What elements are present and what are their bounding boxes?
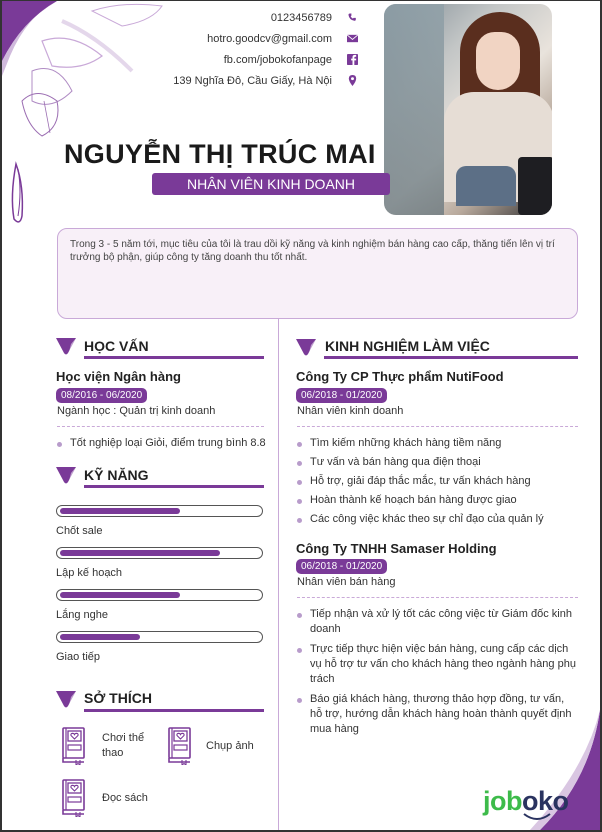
hobby-item: [60, 727, 152, 765]
triangle-bullet-icon: [56, 467, 76, 484]
section-hobbies-header: [56, 691, 84, 709]
floral-corner-decoration-icon: [2, 1, 202, 241]
section-hobbies-title: SỞ THÍCH: [84, 690, 152, 706]
job-duties: [296, 607, 578, 737]
skill-bar: [56, 547, 263, 559]
triangle-bullet-icon: [56, 338, 76, 355]
list-item: Tư vấn và bán hàng qua điện thoại: [296, 455, 578, 470]
skill-bar-fill: [60, 508, 180, 514]
location-pin-icon: [346, 75, 358, 87]
triangle-bullet-icon: [296, 339, 316, 356]
section-experience-title: KINH NGHIỆM LÀM VIỆC: [325, 338, 490, 354]
skill-item: [56, 505, 264, 537]
skill-label: Giao tiếp: [56, 651, 101, 663]
contact-email: [173, 28, 358, 49]
education-school: Học viện Ngân hàng: [56, 369, 181, 384]
email-text: hotro.goodcv@gmail.com: [207, 32, 332, 45]
book-heart-icon: [60, 727, 86, 765]
section-skills-header: [56, 467, 84, 485]
hobby-item: [60, 779, 148, 817]
book-heart-icon: [60, 779, 86, 817]
list-item: Tìm kiếm những khách hàng tiềm năng: [296, 436, 578, 451]
section-experience-header: [296, 339, 324, 357]
job-dates: 06/2018 - 01/2020: [296, 559, 387, 574]
skill-label: Lập kế hoạch: [56, 567, 123, 579]
skill-item: [56, 589, 264, 621]
hobby-label: Đọc sách: [102, 791, 148, 804]
facebook-text: fb.com/jobokofanpage: [223, 53, 332, 66]
section-education-title: HỌC VẤN: [84, 338, 149, 354]
skill-bar-fill: [60, 634, 140, 640]
job-position: Nhân viên kinh doanh: [297, 405, 404, 417]
phone-text: 0123456789: [270, 11, 332, 24]
section-underline: [324, 356, 578, 359]
job-position: Nhân viên bán hàng: [297, 576, 396, 588]
skill-item: [56, 631, 264, 663]
section-underline: [84, 485, 264, 488]
dotted-separator: [297, 597, 578, 598]
skill-item: [56, 547, 264, 579]
candidate-name: NGUYỄN THỊ TRÚC MAI: [64, 139, 376, 169]
list-item: Các công việc khác theo sự chỉ đạo của quản lý: [296, 512, 578, 527]
list-item: Tốt nghiệp loại Giỏi, điểm trung bình 8.8: [56, 436, 271, 451]
dotted-separator: [297, 426, 578, 427]
column-divider: [278, 319, 279, 832]
profile-photo: [384, 4, 552, 215]
section-underline: [84, 356, 264, 359]
skill-bar: [56, 505, 263, 517]
job-duties: [296, 436, 578, 527]
dotted-separator: [57, 426, 264, 427]
list-item: Hoàn thành kế hoạch bán hàng được giao: [296, 493, 578, 508]
skill-label: Lắng nghe: [56, 609, 108, 621]
contact-info: [173, 7, 358, 91]
education-major: Ngành học : Quản trị kinh doanh: [57, 405, 216, 417]
list-item: Báo giá khách hàng, thương thảo hợp đồng, tư vấn, hỗ trợ, hướng dẫn khách hàng hoàn thành quyết định mua hàng: [296, 692, 578, 737]
phone-icon: [346, 12, 358, 24]
skill-bar: [56, 589, 263, 601]
triangle-bullet-icon: [56, 691, 76, 708]
hobby-item: [166, 727, 254, 765]
section-underline: [84, 709, 264, 712]
education-achievements: [56, 436, 271, 451]
job-dates: 06/2018 - 01/2020: [296, 388, 387, 403]
list-item: Trực tiếp thực hiện việc bán hàng, cung cấp các dịch vụ hỗ trợ tư vấn cho khách hàng theo ngành hàng phụ trách: [296, 642, 578, 687]
list-item: Hỗ trợ, giải đáp thắc mắc, tư vấn khách hàng: [296, 474, 578, 489]
job-company: Công Ty CP Thực phẩm NutiFood: [296, 369, 504, 384]
book-heart-icon: [166, 727, 192, 765]
section-skills-title: KỸ NĂNG: [84, 467, 149, 483]
contact-phone: [173, 7, 358, 28]
list-item: Tiếp nhận và xử lý tốt các công việc từ Giám đốc kinh doanh: [296, 607, 578, 637]
education-dates: 08/2016 - 06/2020: [56, 388, 147, 403]
hobby-label: Chụp ảnh: [206, 739, 254, 752]
contact-facebook: [173, 49, 358, 70]
contact-address: [173, 70, 358, 91]
skill-bar: [56, 631, 263, 643]
career-objective: Trong 3 - 5 năm tới, mục tiêu của tôi là trau dồi kỹ năng và kinh nghiệm bán hàng cao cấp, thăng tiến lên vị trí trưởng bộ phận, giúp công ty tăng doanh thu tốt nhất.: [57, 228, 578, 319]
skill-label: Chốt sale: [56, 525, 103, 537]
skill-bar-fill: [60, 592, 180, 598]
section-education-header: [56, 338, 84, 356]
skill-bar-fill: [60, 550, 220, 556]
logo-text-navy: oko: [522, 786, 569, 816]
hobby-label: Chơi thể thao: [102, 732, 145, 759]
address-text: 139 Nghĩa Đô, Cầu Giấy, Hà Nội: [173, 74, 332, 87]
job-company: Công Ty TNHH Samaser Holding: [296, 541, 497, 556]
smile-icon: [522, 812, 552, 822]
envelope-icon: [346, 33, 358, 45]
job-title: NHÂN VIÊN KINH DOANH: [152, 173, 390, 195]
logo-text-green: job: [483, 786, 522, 816]
facebook-icon: [346, 54, 358, 66]
